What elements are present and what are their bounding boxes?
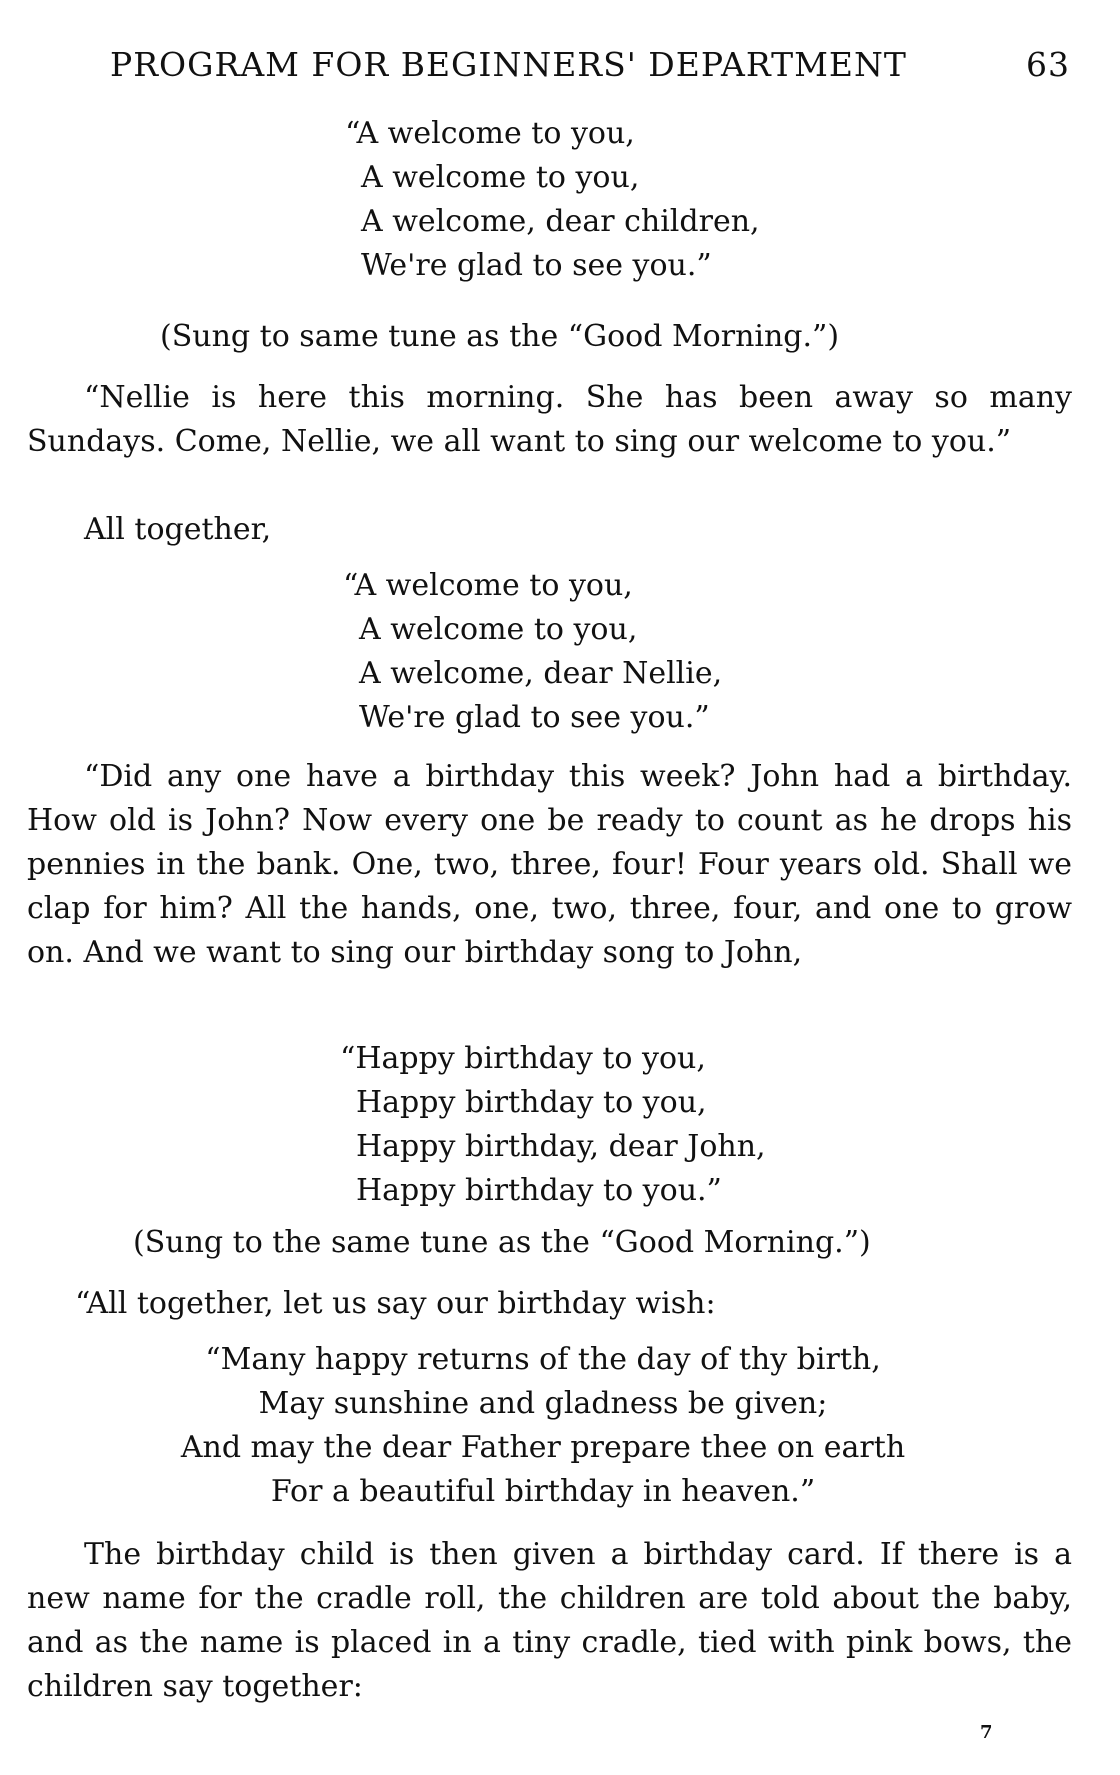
signature-mark: 7 [980,1722,993,1743]
verse-line: A welcome to you, [361,160,640,195]
verse-line: A welcome to you, [359,612,638,647]
paragraph-birthday: “Did any one have a birthday this week? John had a birthday. How old is John? Now every one be ready to count as he drops his pennies in the bank. One, two, three, four! Four years old. Shall we clap for him? All the hands, one, two, three, four, and one to grow on. And we want to sing our birthday song to John, [27,759,1072,970]
wish-intro: “All together, let us say our birthday wish: [75,1286,716,1321]
verse-line: “A welcome to you, [343,568,633,603]
verse-line: We're glad to see you.” [359,700,710,735]
verse-line: Happy birthday, dear John, [356,1129,766,1164]
verse-line: “A welcome to you, [345,116,635,151]
tune-note: (Sung to same tune as the “Good Morning.”) [160,319,840,354]
verse-line: Happy birthday to you.” [356,1173,722,1208]
verse-line: “Many happy returns of the day of thy birth, [205,1342,881,1377]
verse-line: Happy birthday to you, [356,1085,707,1120]
running-head: PROGRAM FOR BEGINNERS' DEPARTMENT [110,45,907,84]
verse-welcome-children [345,112,760,288]
verse-line: May sunshine and gladness be given; [258,1386,828,1421]
verse-line: And may the dear Father prepare thee on earth [180,1430,906,1465]
all-together-line: All together, [84,512,272,547]
verse-line: A welcome, dear children, [361,204,760,239]
verse-line: For a beautiful birthday in heaven.” [270,1474,816,1509]
tune-note: (Sung to the same tune as the “Good Morning.”) [133,1225,871,1260]
verse-wish [143,1338,943,1514]
verse-line: A welcome, dear Nellie, [359,656,723,691]
verse-welcome-nellie [343,564,722,740]
verse-line: We're glad to see you.” [361,248,712,283]
verse-line: “Happy birthday to you, [340,1041,706,1076]
paragraph-nellie: “Nellie is here this morning. She has been away so many Sundays. Come, Nellie, we all want to sing our welcome to you.” [27,380,1072,459]
paragraph-cradle-roll: The birthday child is then given a birthday card. If there is a new name for the cradle roll, the children are told about the baby, and as the name is placed in a tiny cradle, tied with pink bows, the children say together: [27,1537,1072,1704]
page-number: 63 [1026,45,1070,84]
verse-birthday [340,1037,766,1213]
page-header [110,40,1070,90]
